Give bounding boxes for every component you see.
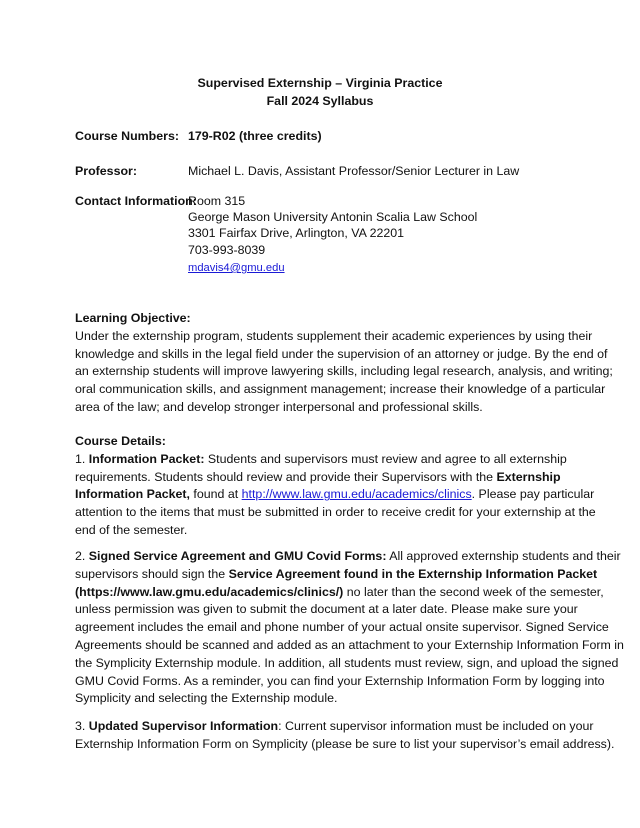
course-details-heading: Course Details: (75, 434, 166, 448)
item3-title: Updated Supervisor Information (88, 719, 279, 733)
item3-line: Externship Information Form on Symplicity (please be sure to list your supervisor’s email address). (75, 736, 615, 751)
item3-number: 3. (75, 719, 89, 733)
item1-line: 1. Information Packet: Students and supervisors must review and agree to all externship (75, 451, 567, 466)
learning-objective-line: oral communication skills, and assignment management; increase their knowledge of a particular (75, 382, 606, 397)
contact-address: 3301 Fairfax Drive, Arlington, VA 22201 (188, 226, 405, 240)
learning-objective-section (75, 310, 613, 417)
service-agreement-url: (https://www.law.gmu.edu/academics/clinics/) (75, 584, 344, 599)
item2-line: agreement includes the email and phone number of your actual onsite supervisor. Signed Service (75, 620, 609, 635)
learning-objective-line: area of the law; and develop stronger interpersonal and professional skills. (75, 399, 483, 414)
professor-label: Professor: (75, 164, 137, 178)
contact-school: George Mason University Antonin Scalia Law School (188, 210, 478, 224)
course-numbers-value: 179-R02 (three credits) (188, 129, 322, 143)
item2-line: Symplicity and selecting the Externship module. (75, 691, 338, 706)
clinics-link[interactable]: http://www.law.gmu.edu/academics/clinics (241, 487, 472, 502)
item2-line: supervisors should sign the Service Agreement found in the Externship Information Packet (75, 566, 598, 581)
item3-section (75, 718, 615, 754)
item2-line: unless permission was given to submit the document at a later date. Please make sure your (75, 602, 578, 617)
item1-title: Information Packet: (88, 451, 205, 466)
document-subtitle: Fall 2024 Syllabus (266, 94, 374, 108)
contact-phone: 703-993-8039 (188, 243, 266, 257)
item2-line: (https://www.law.gmu.edu/academics/clinics/) no later than the second week of the semester, (75, 584, 604, 599)
item2-line: Agreements should be scanned and added as an attachment to your Externship Information Form in (75, 637, 624, 652)
contact-label: Contact Information: (75, 194, 197, 208)
item2-line: GMU Covid Forms. As a reminder, you can find your Externship Information Form by logging into (75, 673, 605, 688)
learning-objective-heading: Learning Objective: (75, 311, 191, 325)
item2-number: 2. (75, 549, 89, 563)
item1-line: requirements. Students should review and provide their Supervisors with the Externship (75, 469, 561, 484)
course-numbers-label: Course Numbers: (75, 129, 179, 143)
item2-line: 2. Signed Service Agreement and GMU Covid Forms: All approved externship students and their (75, 549, 621, 563)
contact-room: Room 315 (188, 194, 246, 208)
learning-objective-line: an externship students will improve lawyering skills, including legal research, analysis, and writing; (75, 364, 613, 379)
item1-number: 1. (75, 451, 89, 466)
professor-value: Michael L. Davis, Assistant Professor/Senior Lecturer in Law (188, 164, 520, 178)
item2-line: the Symplicity Externship module. In addition, all students must review, sign, and upload the signed (75, 655, 619, 670)
contact-email-link[interactable]: mdavis4@gmu.edu (188, 262, 285, 274)
item1-line: end of the semester. (75, 522, 188, 537)
item2-title: Signed Service Agreement and GMU Covid Forms: (88, 549, 387, 563)
learning-objective-line: Under the externship program, students supplement their academic experiences by using their (75, 328, 593, 343)
document-title: Supervised Externship – Virginia Practice (197, 76, 443, 90)
course-details-section (75, 433, 596, 540)
item3-line: 3. Updated Supervisor Information: Current supervisor information must be included on your (75, 719, 594, 733)
item1-line: attention to the items that must be submitted in order to receive credit for your externship at the (75, 505, 596, 520)
contact-email-wrap (188, 260, 285, 278)
item2-section (75, 548, 624, 708)
item1-line: Information Packet, found at http://www.law.gmu.edu/academics/clinics. Please pay particular (75, 487, 595, 502)
learning-objective-line: knowledge and skills in the legal field under the supervision of an attorney or judge. By the end of (75, 346, 608, 361)
